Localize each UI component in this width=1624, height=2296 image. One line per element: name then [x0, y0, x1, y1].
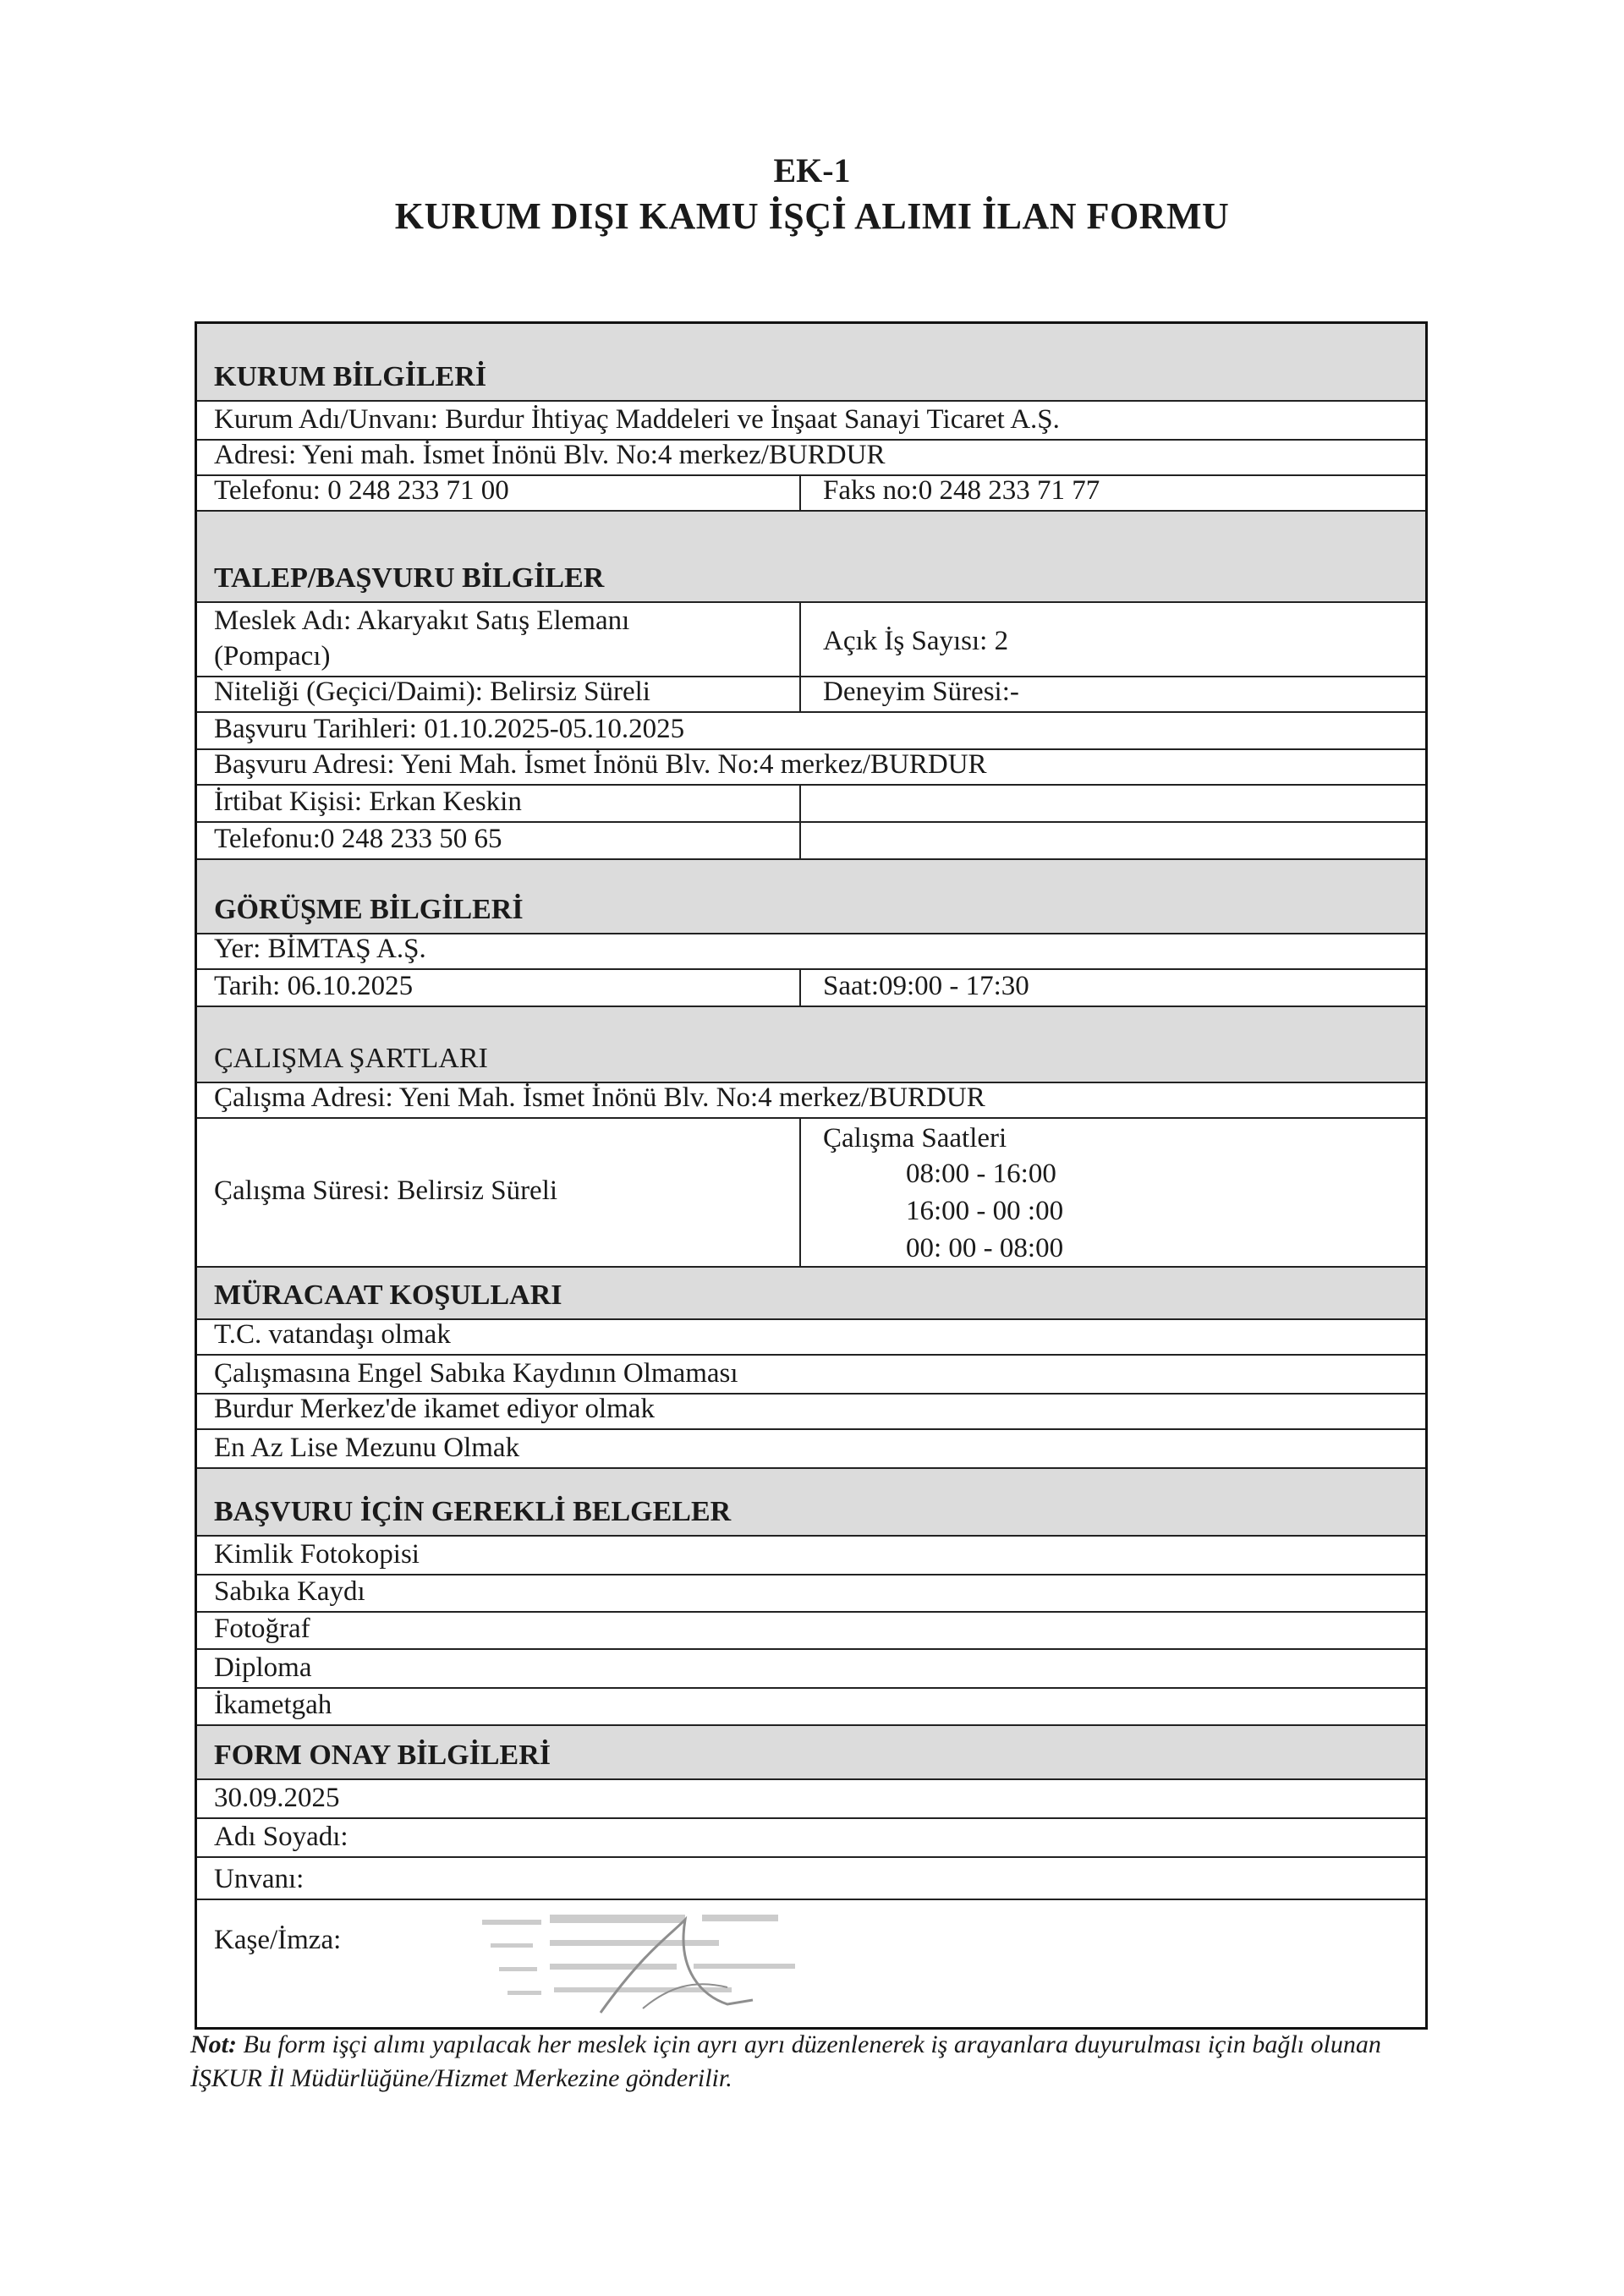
calisma-saatleri-label: Çalışma Saatleri: [823, 1123, 1007, 1153]
kurum-telefon-row: Telefonu: 0 248 233 71 00 Faks no:0 248 233 71 77: [197, 476, 1425, 512]
calisma-saat-1: 08:00 - 16:00: [906, 1159, 1056, 1189]
list-item: İkametgah: [197, 1689, 1425, 1726]
announcement-form: [195, 321, 1428, 2030]
gorusme-tarih-row: Tarih: 06.10.2025 Saat:09:00 - 17:30: [197, 970, 1425, 1007]
onay-kase-row: Kaşe/İmza:: [214, 1925, 342, 1955]
kurum-unvan-row: Kurum Adı/Unvanı: Burdur İhtiyaç Maddeleri ve İnşaat Sanayi Ticaret A.Ş.: [197, 402, 1425, 441]
form-annex-label: EK-1: [773, 151, 851, 189]
list-item: En Az Lise Mezunu Olmak: [197, 1430, 1425, 1469]
calisma-saat-3: 00: 00 - 08:00: [906, 1233, 1064, 1263]
gorusme-yer-row: Yer: BİMTAŞ A.Ş.: [197, 934, 1425, 970]
section-gorusme-heading: GÖRÜŞME BİLGİLERİ: [197, 860, 1425, 934]
footnote-text: Bu form işçi alımı yapılacak her meslek için ayrı ayrı düzenlenerek iş arayanlara duyurulması için bağlı olunan İŞKUR İl Müdürlüğüne/Hizmet Merkezine gönderilir.: [190, 2030, 1381, 2092]
section-talep-heading: TALEP/BAŞVURU BİLGİLER: [197, 512, 1425, 603]
section-muracaat-heading: MÜRACAAT KOŞULLARI: [197, 1268, 1425, 1320]
onay-tarih-row: 30.09.2025: [197, 1780, 1425, 1819]
onay-adi-soyadi-row: Adı Soyadı:: [197, 1819, 1425, 1858]
section-calisma-heading: ÇALIŞMA ŞARTLARI: [197, 1007, 1425, 1083]
list-item: Burdur Merkez'de ikamet ediyor olmak: [197, 1395, 1425, 1430]
list-item: Sabıka Kaydı: [197, 1575, 1425, 1613]
list-item: T.C. vatandaşı olmak: [197, 1320, 1425, 1356]
calisma-saat-2: 16:00 - 00 :00: [906, 1196, 1064, 1226]
list-item: Diploma: [197, 1650, 1425, 1689]
list-item: Çalışmasına Engel Sabıka Kaydının Olmaması: [197, 1356, 1425, 1395]
talep-telefon-row: Telefonu:0 248 233 50 65: [197, 823, 1425, 860]
calisma-adres-row: Çalışma Adresi: Yeni Mah. İsmet İnönü Blv. No:4 merkez/BURDUR: [197, 1083, 1425, 1119]
kurum-adres-row: Adresi: Yeni mah. İsmet İnönü Blv. No:4 merkez/BURDUR: [197, 441, 1425, 476]
onay-unvani-row: Unvanı:: [197, 1858, 1425, 1900]
list-item: Kimlik Fotokopisi: [197, 1537, 1425, 1575]
form-title: KURUM DIŞI KAMU İŞÇİ ALIMI İLAN FORMU: [394, 195, 1230, 237]
list-item: Fotoğraf: [197, 1613, 1425, 1650]
talep-adres-row: Başvuru Adresi: Yeni Mah. İsmet İnönü Blv. No:4 merkez/BURDUR: [197, 750, 1425, 786]
kurum-faks: Faks no:0 248 233 71 77: [823, 475, 1100, 506]
footnote-label: Not:: [190, 2030, 237, 2058]
talep-irtibat-row: İrtibat Kişisi: Erkan Keskin: [197, 786, 1425, 823]
talep-meslek-row: Meslek Adı: Akaryakıt Satış Elemanı (Pompacı) Açık İş Sayısı: 2: [197, 603, 1425, 677]
section-onay-heading: FORM ONAY BİLGİLERİ: [197, 1726, 1425, 1780]
section-belgeler-heading: BAŞVURU İÇİN GEREKLİ BELGELER: [197, 1469, 1425, 1537]
company-stamp: [474, 1903, 829, 2030]
calisma-sure-row: Çalışma Süresi: Belirsiz Süreli Çalışma Saatleri 08:00 - 16:00 16:00 - 00 :00 00: 00 - 08:00: [197, 1119, 1425, 1268]
footnote: [190, 2028, 1442, 2096]
talep-nitelik-row: Niteliği (Geçici/Daimi): Belirsiz Süreli Deneyim Süresi:-: [197, 677, 1425, 713]
acik-is-sayisi: Açık İş Sayısı: 2: [823, 626, 1009, 656]
section-kurum-heading: KURUM BİLGİLERİ: [197, 324, 1425, 402]
deneyim-suresi: Deneyim Süresi:-: [823, 677, 1019, 707]
talep-tarihler-row: Başvuru Tarihleri: 01.10.2025-05.10.2025: [197, 713, 1425, 750]
gorusme-saat: Saat:09:00 - 17:30: [823, 971, 1029, 1001]
